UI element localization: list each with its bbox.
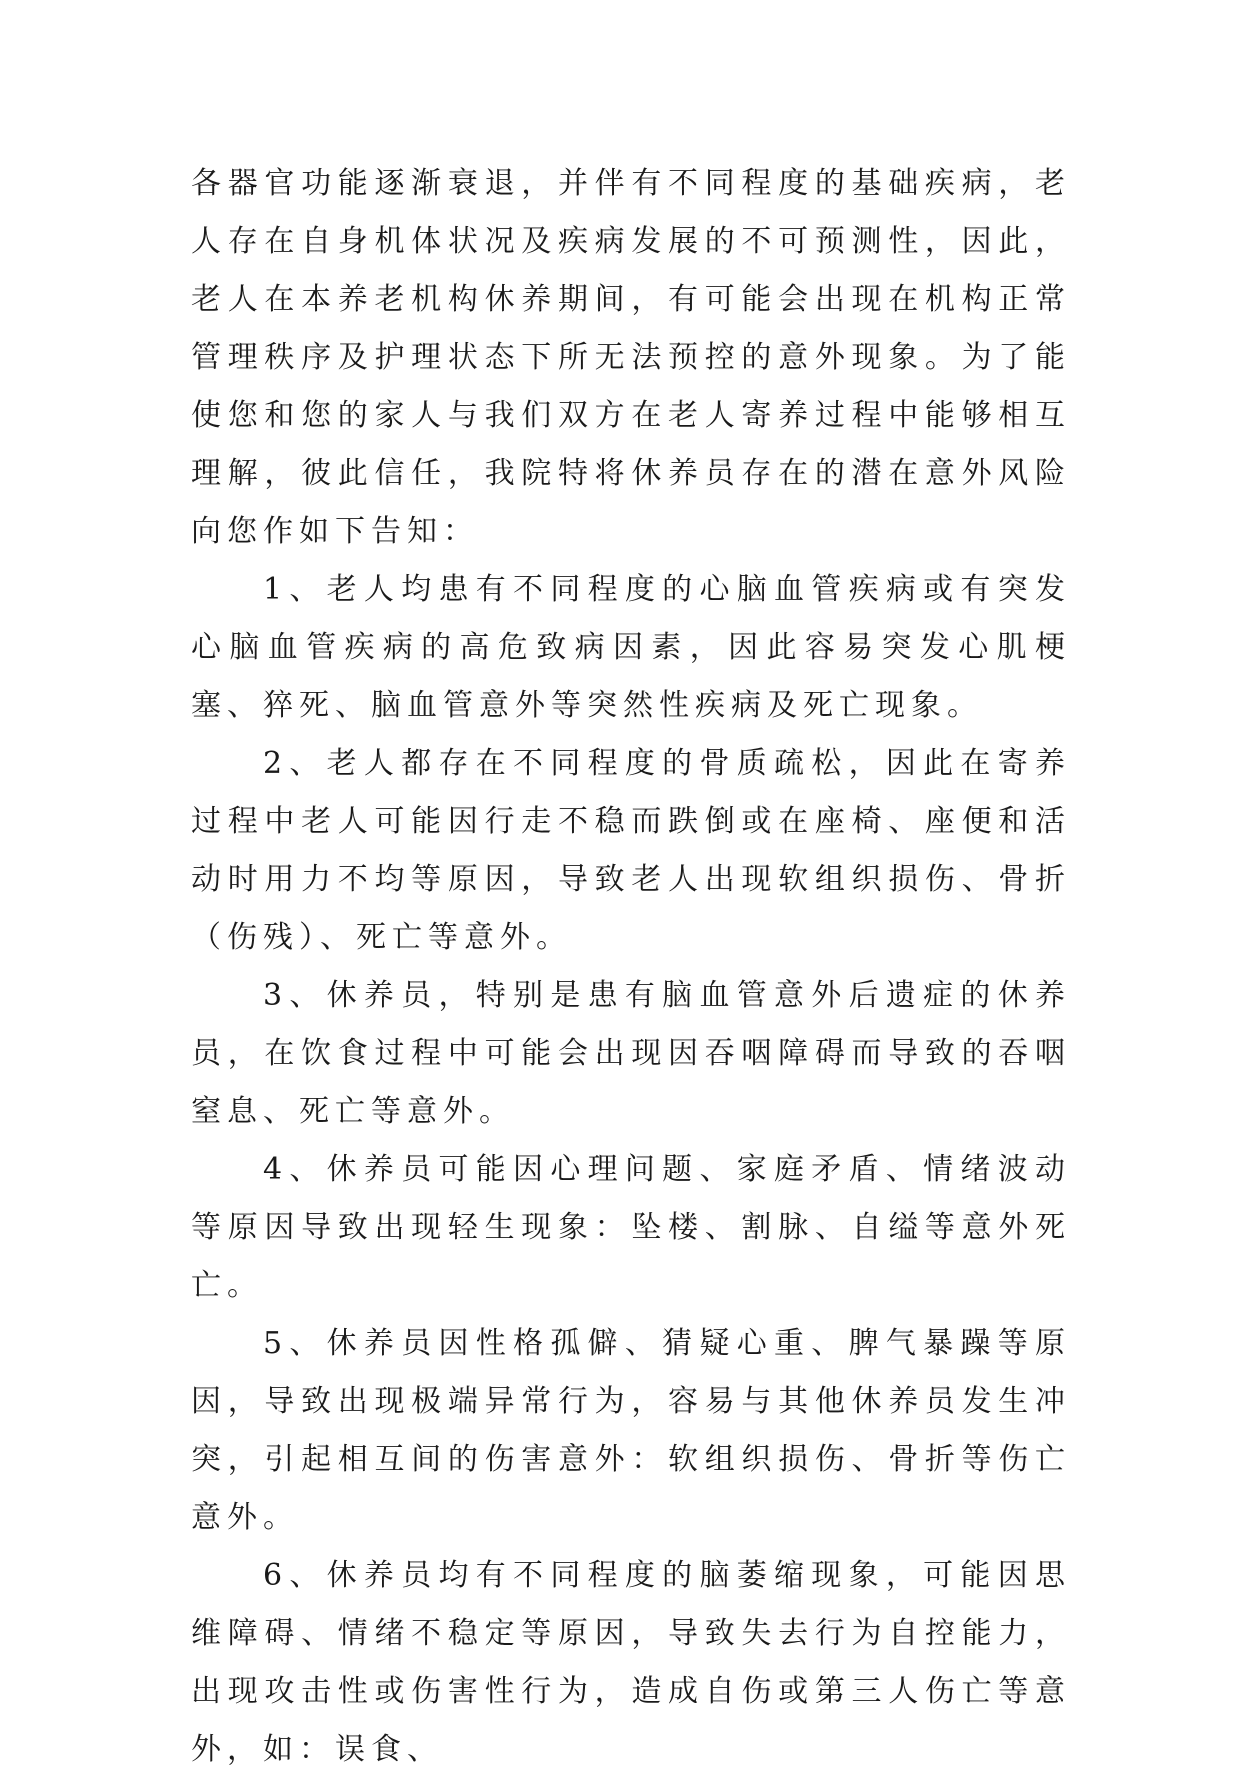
document-body — [191, 155, 1071, 1779]
paragraph-item-4: 4、休养员可能因心理问题、家庭矛盾、情绪波动等原因导致出现轻生现象：坠楼、割脉、自缢等意外死亡。 — [191, 1152, 1071, 1303]
paragraph-item-3: 3、休养员，特别是患有脑血管意外后遗症的休养员，在饮食过程中可能会出现因吞咽障碍而导致的吞咽窒息、死亡等意外。 — [191, 978, 1071, 1129]
paragraph-intro: 各器官功能逐渐衰退，并伴有不同程度的基础疾病，老人存在自身机体状况及疾病发展的不可预测性，因此，老人在本养老机构休养期间，有可能会出现在机构正常管理秩序及护理状态下所无法预控的意外现象。为了能使您和您的家人与我们双方在老人寄养过程中能够相互理解，彼此信任，我院特将休养员存在的潜在意外风险向您作如下告知： — [191, 166, 1071, 549]
paragraph-item-1: 1、老人均患有不同程度的心脑血管疾病或有突发心脑血管疾病的高危致病因素，因此容易突发心肌梗塞、猝死、脑血管意外等突然性疾病及死亡现象。 — [191, 572, 1071, 723]
paragraph-item-6: 6、休养员均有不同程度的脑萎缩现象，可能因思维障碍、情绪不稳定等原因，导致失去行为自控能力，出现攻击性或伤害性行为，造成自伤或第三人伤亡等意外，如：误食、 — [191, 1558, 1071, 1767]
paragraph-item-2: 2、老人都存在不同程度的骨质疏松，因此在寄养过程中老人可能因行走不稳而跌倒或在座椅、座便和活动时用力不均等原因，导致老人出现软组织损伤、骨折（伤残）、死亡等意外。 — [191, 746, 1071, 955]
paragraph-item-5: 5、休养员因性格孤僻、猜疑心重、脾气暴躁等原因，导致出现极端异常行为，容易与其他休养员发生冲突，引起相互间的伤害意外：软组织损伤、骨折等伤亡意外。 — [191, 1326, 1071, 1535]
